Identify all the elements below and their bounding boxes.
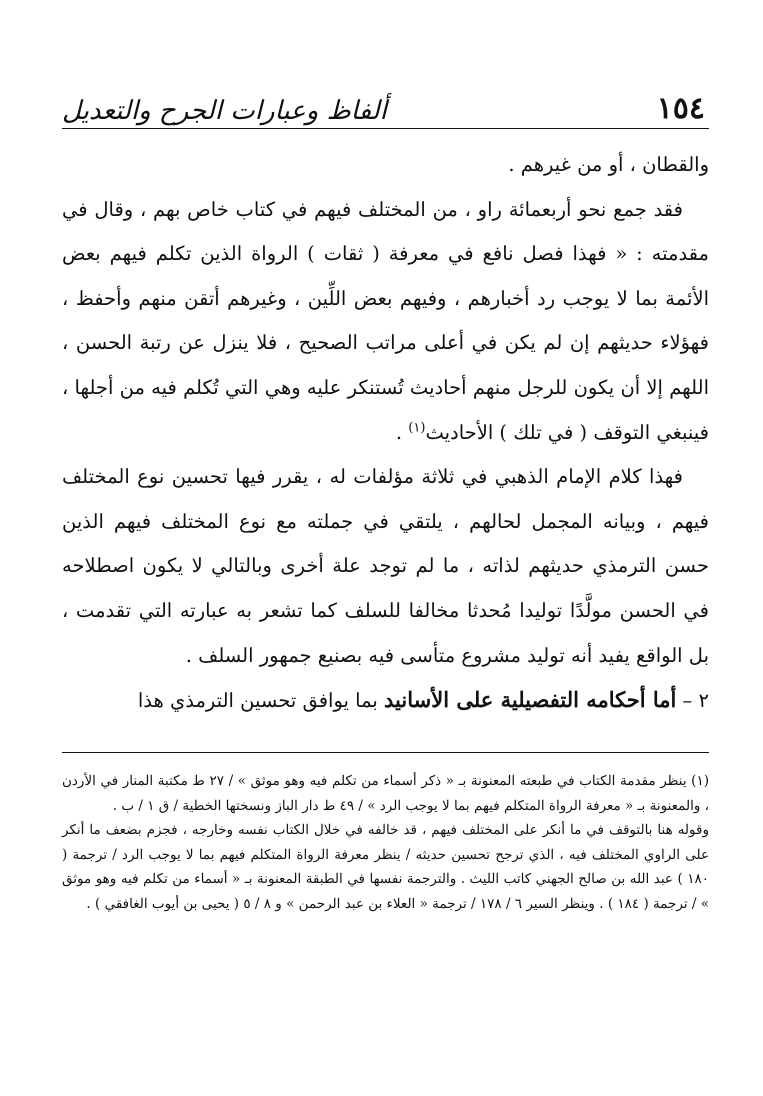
paragraph-quote-text: فقد جمع نحو أربعمائة راو ، من المختلف فيهم في كتاب خاص بهم ، وقال في مقدمته : « فهذا فصل نافع في معرفة ( ثقات ) الرواة الذين تكلم فيهم بعض الأئمة بما لا يوجب رد أخبارهم ، وفيهم بعض اللِّين ، وغيرهم أتقن منهم وأحفظ ، فهؤلاء حديثهم إن لم يكن في أعلى مراتب الصحيح ، فلا ينزل عن رتبة الحسن ، اللهم إلا أن يكون للرجل منهم أحاديث تُستنكر عليه وهي التي تُكلم فيه من أجلها ، فينبغي التوقف ( في تلك ) الأحاديث [62,197,709,444]
paragraph-quote-end: . [395,420,409,444]
point-text: بما يوافق تحسين الترمذي هذا [137,689,385,713]
page [62,82,709,1042]
paragraph-continuation: والقطان ، أو من غيرهم . [508,153,709,176]
page-header [62,82,709,129]
footnote-1: (١) ينظر مقدمة الكتاب في طبعته المعنونة بـ « ذكر أسماء من تكلم فيه وهو موثق » / ٢٧ ط مكتبة المنار في الأردن ، والمعنونة بـ « معرفة الرواة المتكلم فيهم بما لا يوجب الرد » / ٤٩ ط دار الباز ونسختها الخطية / ق ١ / ب . [62,773,709,814]
point-number: ٢ – [676,689,709,713]
point-heading: أما أحكامه التفصيلية على الأسانيد [384,687,677,713]
main-text [62,143,709,724]
paragraph-quote [62,188,709,456]
paragraph-point-two [62,678,709,724]
paragraph-summary: فهذا كلام الإمام الذهبي في ثلاثة مؤلفات له ، يقرر فيها تحسين نوع المختلف فيهم ، وبيانه المجمل لحالهم ، يلتقي في جملته مع نوع المختلف فيهم الذين حسن الترمذي حديثهم لذاته ، ما لم توجد علة أخرى وبالتالي لا يكون اصطلاحه في الحسن مولَّدًا توليدا مُحدثا مخالفا للسلف كما تشعر به عبارته التي تقدمت ، بل الواقع يفيد أنه توليد مشروع متأسى فيه بصنيع جمهور السلف . [62,465,709,667]
footnotes [62,752,709,917]
footnote-reference[interactable]: (١) [408,420,426,436]
footnote-comment: وقوله هنا بالتوقف في ما أنكر على المختلف فيهم ، قد خالفه في خلال الكتاب نفسه وخارجه ، فجزم بضعف ما أنكر على الراوي المختلف فيه ، الذي ترجح تحسين حديثه / ينظر معرفة الرواة المتكلم فيهم بما لا يوجب الرد / ترجمة ( ١٨٠ ) عبد الله بن صالح الجهني كاتب الليث . والترجمة نفسها في الطبقة المعنونة بـ « أسماء من تكلم فيه وهو موثق » / ترجمة ( ١٨٤ ) . وينظر السير ٦ / ١٧٨ / ترجمة « العلاء بن عبد الرحمن » و ٨ / ٥ ( يحيى بن أيوب الغافقي ) . [62,822,709,912]
page-number: ١٥٤ [656,91,705,126]
running-title: ألفاظ وعبارات الجرح والتعديل [62,96,387,126]
